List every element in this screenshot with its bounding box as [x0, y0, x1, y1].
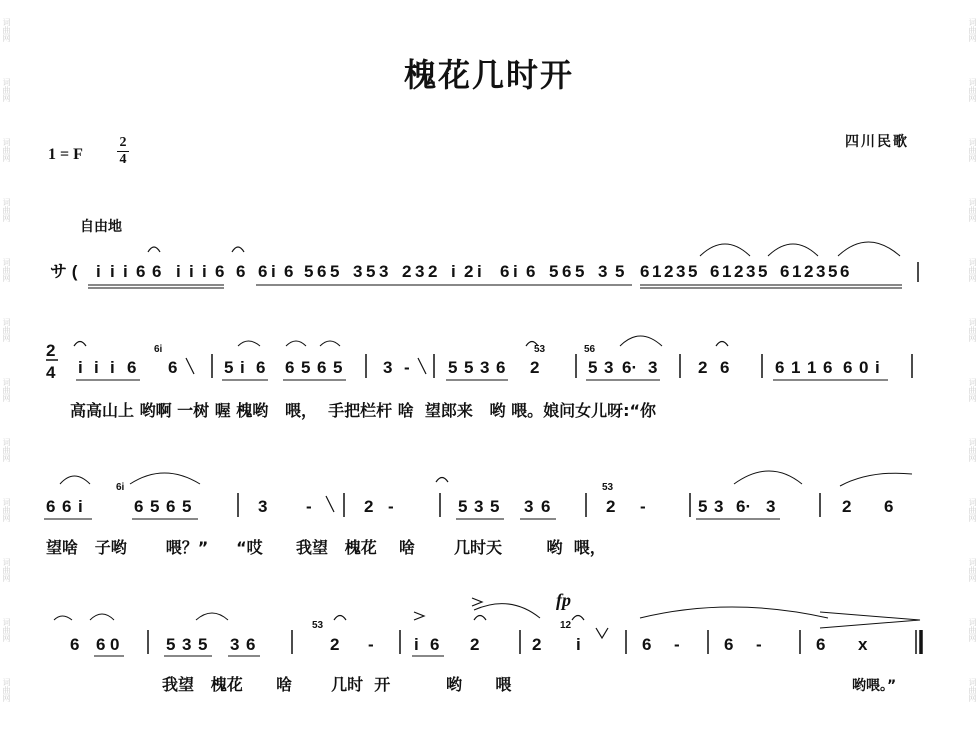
note: 3 — [766, 497, 776, 516]
slur — [320, 341, 340, 346]
note: i — [189, 262, 194, 281]
fermata — [334, 616, 346, 621]
slur — [734, 471, 802, 484]
note: 2 — [402, 262, 412, 281]
free-meter-symbol: サ ( — [50, 262, 78, 281]
slur — [474, 604, 540, 618]
note: 6 — [246, 635, 256, 654]
note: i — [240, 358, 245, 377]
note: 6 — [840, 262, 850, 281]
note: i — [875, 358, 880, 377]
fermata — [148, 247, 160, 252]
note: 2 — [428, 262, 438, 281]
note: 5 — [688, 262, 698, 281]
note: 6 — [166, 497, 176, 516]
accent-mark — [414, 612, 424, 620]
note: 5 — [698, 497, 708, 516]
note: 5 — [464, 358, 474, 377]
note: 5 — [549, 262, 559, 281]
note: 6· — [736, 497, 752, 516]
note: 3 — [676, 262, 686, 281]
grace-notes: 53 — [312, 620, 324, 631]
note: 3 — [714, 497, 724, 516]
note: 3 — [604, 358, 614, 377]
note: 3 — [524, 497, 534, 516]
note: - — [388, 497, 394, 516]
note: 5 — [224, 358, 234, 377]
note: 5 — [198, 635, 208, 654]
note: 6 — [823, 358, 833, 377]
note: 1 — [722, 262, 732, 281]
breath-mark — [326, 496, 334, 512]
grace-notes: 53 — [534, 344, 546, 355]
note: 6 — [526, 262, 536, 281]
note: 6 — [284, 262, 294, 281]
note: 3 — [383, 358, 393, 377]
note: 6 — [62, 497, 72, 516]
slur — [60, 476, 90, 484]
slur — [620, 336, 662, 346]
slur — [238, 341, 260, 346]
note: 6 — [317, 262, 327, 281]
note: 2 — [364, 497, 374, 516]
note: 2 — [330, 635, 340, 654]
fermata — [436, 478, 448, 483]
lyrics-line-2: 望啥 子哟 喂？” “哎 我望 槐花 啥 几时天 哟 喂， — [46, 538, 606, 557]
note: 3 — [648, 358, 658, 377]
lyrics-line-3: 我望 槐花 啥 几时 开 哟 喂 — [162, 675, 512, 694]
note: 1 — [792, 262, 802, 281]
note: - — [404, 358, 410, 377]
note: 5 — [575, 262, 585, 281]
note: 6 — [70, 635, 80, 654]
fermata — [74, 342, 86, 347]
note: 5 — [458, 497, 468, 516]
note: 6 — [562, 262, 572, 281]
fermata — [474, 616, 486, 621]
slur — [130, 473, 200, 484]
time-signature-row2-bottom: 4 — [46, 363, 56, 382]
song-title: 槐花几时开 — [403, 56, 574, 94]
note: - — [674, 635, 680, 654]
note: i — [110, 358, 115, 377]
slur — [196, 613, 228, 620]
slur — [640, 607, 828, 618]
breath-mark — [186, 358, 194, 374]
note: 6 — [430, 635, 440, 654]
note: 6· — [622, 358, 638, 377]
note: 6 — [127, 358, 137, 377]
slur — [838, 242, 900, 256]
note: 5 — [330, 262, 340, 281]
note: 2 — [470, 635, 480, 654]
time-signature-row2-top: 2 — [46, 341, 56, 360]
slur — [286, 341, 306, 346]
note: i — [202, 262, 207, 281]
note: 6 — [500, 262, 510, 281]
note: i — [451, 262, 456, 281]
note: 6 — [256, 358, 266, 377]
note: 5 — [301, 358, 311, 377]
note: - — [368, 635, 374, 654]
note: 1 — [791, 358, 801, 377]
note: 0 — [110, 635, 120, 654]
note: 5 — [615, 262, 625, 281]
note: 2 — [698, 358, 708, 377]
note: 3 — [598, 262, 608, 281]
note: i — [96, 262, 101, 281]
note: i — [78, 358, 83, 377]
note: 3 — [480, 358, 490, 377]
note: 3 — [415, 262, 425, 281]
breath-mark — [596, 628, 608, 638]
decrescendo-hairpin — [820, 612, 920, 628]
note: i — [78, 497, 83, 516]
note: 6 — [541, 497, 551, 516]
note: 5 — [828, 262, 838, 281]
note: 6 — [720, 358, 730, 377]
note: 0 — [859, 358, 869, 377]
note: 3 — [258, 497, 268, 516]
note: 3 — [353, 262, 363, 281]
grace-notes: 12 — [560, 620, 572, 631]
note: 5 — [448, 358, 458, 377]
note: 2 — [530, 358, 540, 377]
note: 6 — [780, 262, 790, 281]
note: 6 — [640, 262, 650, 281]
note: 2 — [734, 262, 744, 281]
note: 2 — [532, 635, 542, 654]
dynamic-marking: fp — [556, 590, 571, 610]
time-signature-top: 2 — [119, 135, 127, 150]
note: 5 — [758, 262, 768, 281]
note: 2 — [664, 262, 674, 281]
breath-mark — [418, 358, 426, 374]
note: 5 — [490, 497, 500, 516]
note: 6 — [152, 262, 162, 281]
time-signature-bottom: 4 — [119, 152, 127, 167]
note: 3 — [379, 262, 389, 281]
note: 5 — [366, 262, 376, 281]
grace-notes: 56 — [584, 344, 596, 355]
song-source: 四川民歌 — [845, 134, 909, 150]
note: i — [110, 262, 115, 281]
grace-notes: 6i — [154, 344, 163, 355]
accent-mark — [472, 598, 482, 606]
note: 6 — [134, 497, 144, 516]
grace-notes: 6i — [116, 482, 125, 493]
note: 6 — [46, 497, 56, 516]
note: 2 — [464, 262, 474, 281]
note: 6 — [884, 497, 894, 516]
note: i — [414, 635, 419, 654]
note: 6 — [710, 262, 720, 281]
note: 5 — [333, 358, 343, 377]
note: i — [123, 262, 128, 281]
note: 5 — [182, 497, 192, 516]
note: 3 — [746, 262, 756, 281]
note: 6 — [258, 262, 268, 281]
note: i — [271, 262, 276, 281]
note: 3 — [474, 497, 484, 516]
watermark-right: 词曲网 词曲网 词曲网 词曲网 词曲网 词曲网 词曲网 词曲网 词曲网 词曲网 词曲网 词曲网 — [968, 18, 977, 702]
note: 6 — [816, 635, 826, 654]
note: 1 — [807, 358, 817, 377]
lyrics-outro: 哟喂。” — [852, 678, 897, 694]
note: i — [94, 358, 99, 377]
note: - — [306, 497, 312, 516]
slur — [840, 473, 912, 486]
note: 6 — [317, 358, 327, 377]
note: 6 — [496, 358, 506, 377]
note: 6 — [642, 635, 652, 654]
note: 6 — [96, 635, 106, 654]
grace-notes: 53 — [602, 482, 614, 493]
note: 6 — [236, 262, 246, 281]
note: 6 — [285, 358, 295, 377]
watermark-left: 词曲网 词曲网 词曲网 词曲网 词曲网 词曲网 词曲网 词曲网 词曲网 词曲网 词曲网 词曲网 — [2, 18, 11, 702]
note: 6 — [775, 358, 785, 377]
note: 6 — [168, 358, 178, 377]
note: 3 — [816, 262, 826, 281]
note: 5 — [166, 635, 176, 654]
note: 2 — [804, 262, 814, 281]
slur — [700, 244, 750, 256]
lyrics-line-1: 高高山上 哟啊 一树 喔 槐哟 喂， 手把栏杆 啥 望郎来 哟 喂。娘问女儿呀:“你 — [70, 401, 657, 420]
note: 5 — [588, 358, 598, 377]
note: 2 — [606, 497, 616, 516]
note: i — [176, 262, 181, 281]
note: 5 — [304, 262, 314, 281]
note: i — [477, 262, 482, 281]
key-signature: 1 = F — [48, 146, 83, 163]
tempo-marking: 自由地 — [80, 219, 122, 235]
note: 3 — [230, 635, 240, 654]
note: 1 — [652, 262, 662, 281]
note: 6 — [843, 358, 853, 377]
note: 6 — [215, 262, 225, 281]
note: 2 — [842, 497, 852, 516]
note: 6 — [724, 635, 734, 654]
note: 3 — [182, 635, 192, 654]
fermata — [572, 616, 584, 621]
note: - — [756, 635, 762, 654]
note: i — [513, 262, 518, 281]
slur — [90, 614, 114, 620]
slur — [768, 244, 818, 256]
note: x — [858, 635, 868, 654]
notes-layer — [46, 262, 893, 654]
note: - — [640, 497, 646, 516]
note: i — [576, 635, 581, 654]
note: 6 — [136, 262, 146, 281]
fermata — [716, 342, 728, 347]
note: 5 — [150, 497, 160, 516]
fermata — [232, 247, 244, 252]
slur — [54, 616, 72, 620]
